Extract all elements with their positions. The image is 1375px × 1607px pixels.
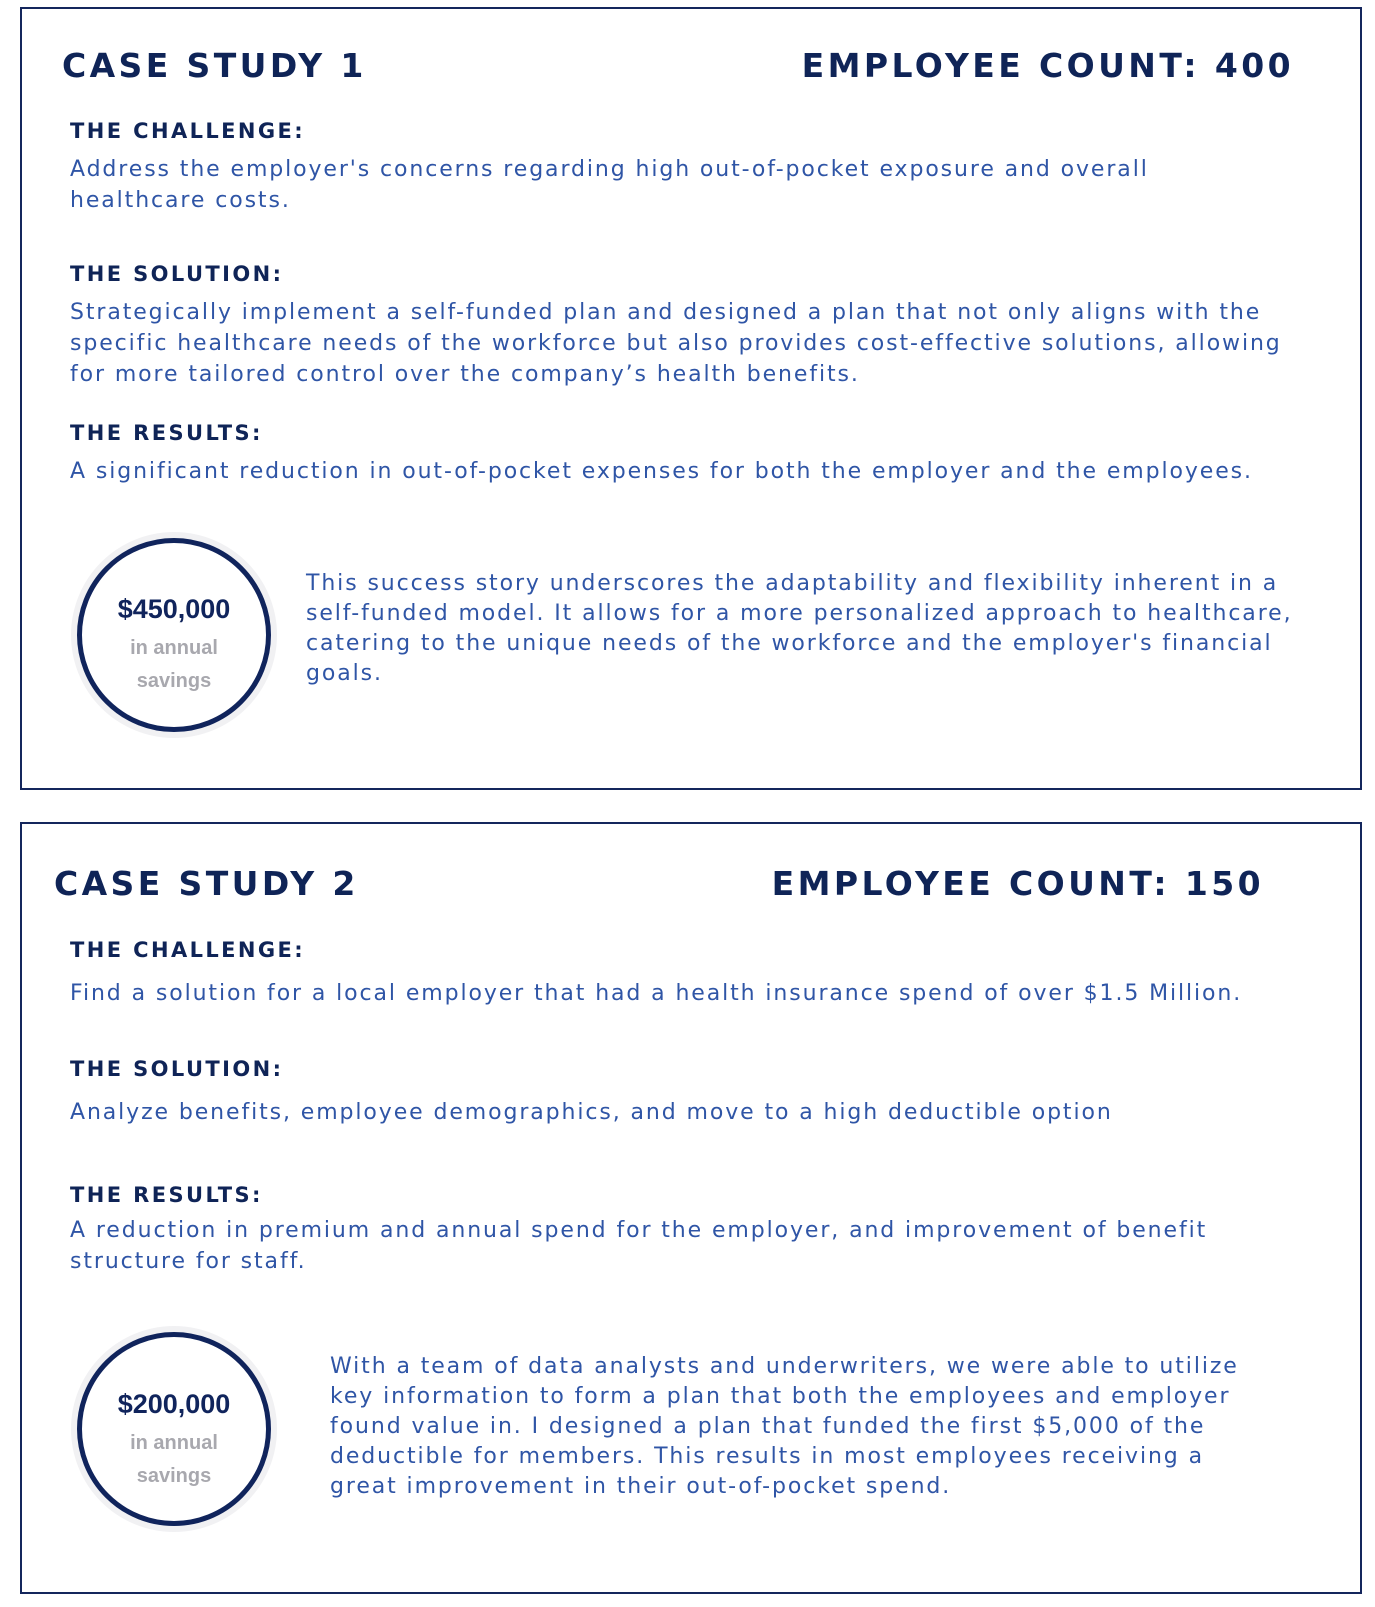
case-study-card [20, 7, 1362, 790]
case-study-title: CASE STUDY 1 [62, 46, 367, 85]
solution-heading: THE SOLUTION: [70, 262, 284, 286]
savings-caption-line2: savings [136, 670, 212, 692]
savings-caption-line2: savings [136, 1465, 212, 1487]
results-text: A significant reduction in out-of-pocket expenses for both the employer and the employees. [70, 459, 1253, 484]
savings-badge [77, 538, 271, 732]
challenge-heading: THE CHALLENGE: [70, 938, 306, 962]
results-heading: THE RESULTS: [70, 1183, 263, 1207]
solution-heading: THE SOLUTION: [70, 1057, 284, 1081]
employee-count: EMPLOYEE COUNT: 150 [771, 864, 1264, 903]
employee-count: EMPLOYEE COUNT: 400 [801, 46, 1294, 85]
savings-amount: $450,000 [117, 594, 231, 624]
challenge-text: Address the employer's concerns regarding high out-of-pocket exposure and overall healthcare costs. [70, 157, 1149, 213]
challenge-heading: THE CHALLENGE: [70, 119, 306, 143]
challenge-text: Find a solution for a local employer that had a health insurance spend of over $1.5 Million. [70, 981, 1243, 1006]
savings-caption-line1: in annual [130, 1432, 218, 1454]
solution-text: Analyze benefits, employee demographics, and move to a high deductible option [70, 1100, 1113, 1125]
summary-text: This success story underscores the adaptability and flexibility inherent in a self-funded model. It allows for a more personalized approach to healthcare, catering to the unique needs of the workforce and the employer's financial goals. [306, 571, 1293, 686]
case-study-title: CASE STUDY 2 [54, 864, 359, 903]
savings-amount: $200,000 [117, 1389, 231, 1419]
savings-caption-line1: in annual [130, 637, 218, 659]
summary-text: With a team of data analysts and underwriters, we were able to utilize key information to form a plan that both the employees and employer found value in. I designed a plan that funded the first $5,000 of the deductible for members. This results in most employees receiving a great improvement in their out-of-pocket spend. [330, 1354, 1239, 1499]
case-study-card [20, 822, 1362, 1594]
results-heading: THE RESULTS: [70, 421, 263, 445]
solution-text: Strategically implement a self-funded plan and designed a plan that not only aligns with the specific healthcare needs of the workforce but also provides cost-effective solutions, allowing for more tailored control over the company’s health benefits. [70, 300, 1282, 387]
results-text: A reduction in premium and annual spend for the employer, and improvement of benefit structure for staff. [70, 1218, 1208, 1274]
savings-badge [77, 1332, 271, 1526]
